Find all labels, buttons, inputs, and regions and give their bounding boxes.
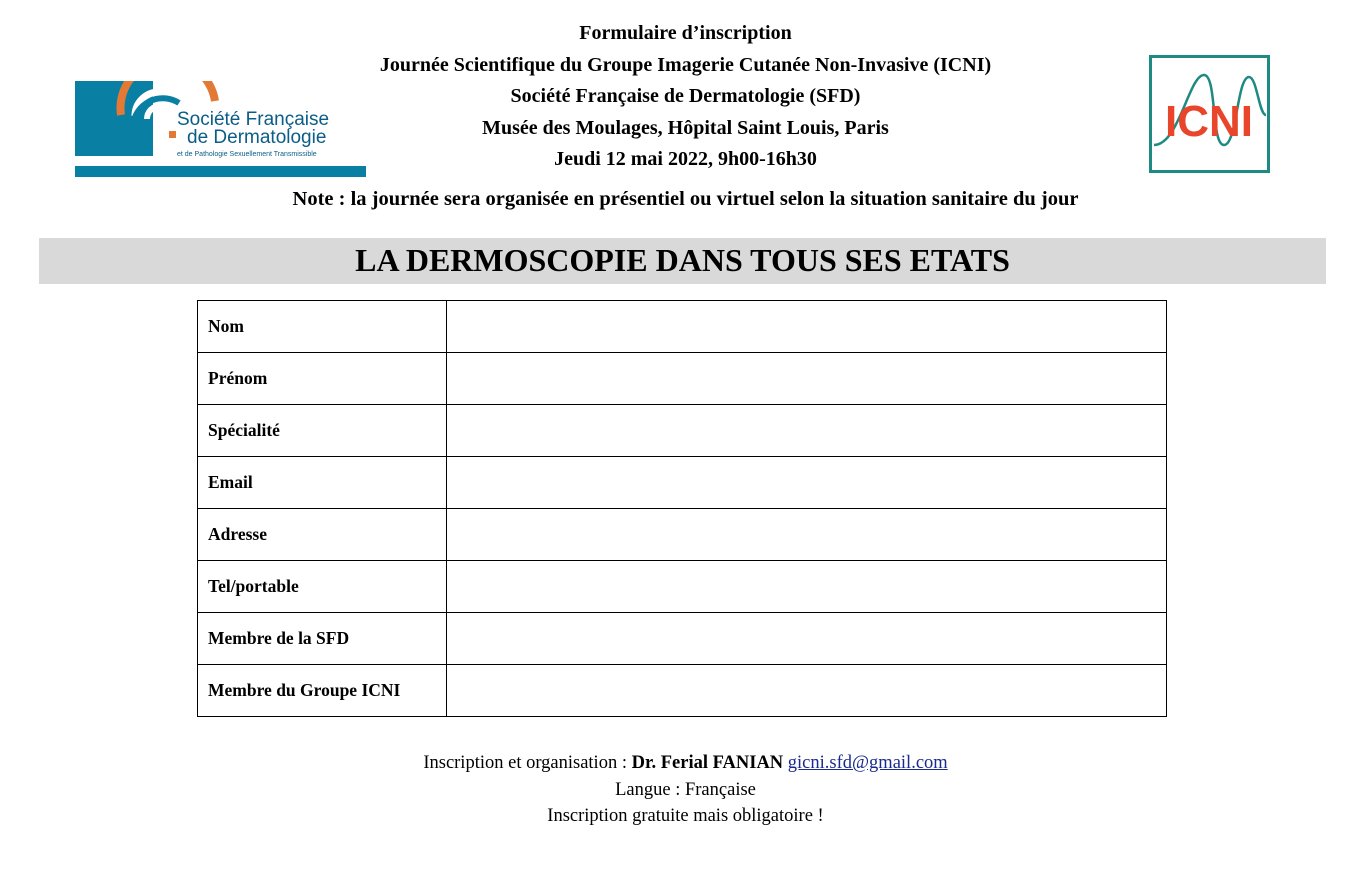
form-row <box>198 665 1167 717</box>
form-field-label: Tel/portable <box>198 561 447 613</box>
event-location: Musée des Moulages, Hôpital Saint Louis, Paris <box>482 116 889 139</box>
banner-title: LA DERMOSCOPIE DANS TOUS SES ETATS <box>39 238 1326 284</box>
form-row <box>198 405 1167 457</box>
form-title: Formulaire d’inscription <box>579 22 792 44</box>
organizer-name: Société Française de Dermatologie (SFD) <box>510 85 861 107</box>
form-row <box>198 353 1167 405</box>
form-field-label: Adresse <box>198 509 447 561</box>
svg-text:et de Pathologie Sexuellement: et de Pathologie Sexuellement Transmissible <box>177 151 317 158</box>
contact-prefix: Inscription et organisation : <box>423 753 632 773</box>
sfd-logo <box>75 81 366 177</box>
registration-form-table <box>197 300 1167 717</box>
form-field-label: Email <box>198 457 447 509</box>
form-row <box>198 301 1167 353</box>
form-field-label: Nom <box>198 301 447 353</box>
svg-text:Société Française: Société Française <box>177 109 330 130</box>
icni-logo <box>1149 55 1270 173</box>
form-field-input[interactable] <box>447 301 1167 353</box>
form-row <box>198 613 1167 665</box>
form-field-input[interactable] <box>447 353 1167 405</box>
form-field-label: Spécialité <box>198 405 447 457</box>
form-field-label: Membre du Groupe ICNI <box>198 665 447 717</box>
event-date: Jeudi 12 mai 2022, 9h00-16h30 <box>554 148 817 170</box>
form-field-input[interactable] <box>447 405 1167 457</box>
form-field-input[interactable] <box>447 613 1167 665</box>
registration-note: Inscription gratuite mais obligatoire ! <box>547 806 824 826</box>
svg-text:de Dermatologie: de Dermatologie <box>187 127 327 148</box>
form-field-input[interactable] <box>447 561 1167 613</box>
contact-email-link[interactable]: gicni.sfd@gmail.com <box>787 753 948 773</box>
form-row <box>198 457 1167 509</box>
contact-name: Dr. Ferial FANIAN <box>631 753 784 773</box>
form-field-input[interactable] <box>447 665 1167 717</box>
language-line: Langue : Française <box>615 779 756 800</box>
form-field-label: Prénom <box>198 353 447 405</box>
contact-line <box>0 750 1371 777</box>
svg-text:ICNI: ICNI <box>1165 97 1253 146</box>
event-name: Journée Scientifique du Groupe Imagerie Cutanée Non-Invasive (ICNI) <box>379 53 992 76</box>
note-text: Note : la journée sera organisée en présentiel ou virtuel selon la situation sanitaire du jour <box>292 188 1079 210</box>
form-field-input[interactable] <box>447 457 1167 509</box>
form-row <box>198 509 1167 561</box>
footer <box>0 750 1371 830</box>
form-row <box>198 561 1167 613</box>
form-field-label: Membre de la SFD <box>198 613 447 665</box>
form-field-input[interactable] <box>447 509 1167 561</box>
